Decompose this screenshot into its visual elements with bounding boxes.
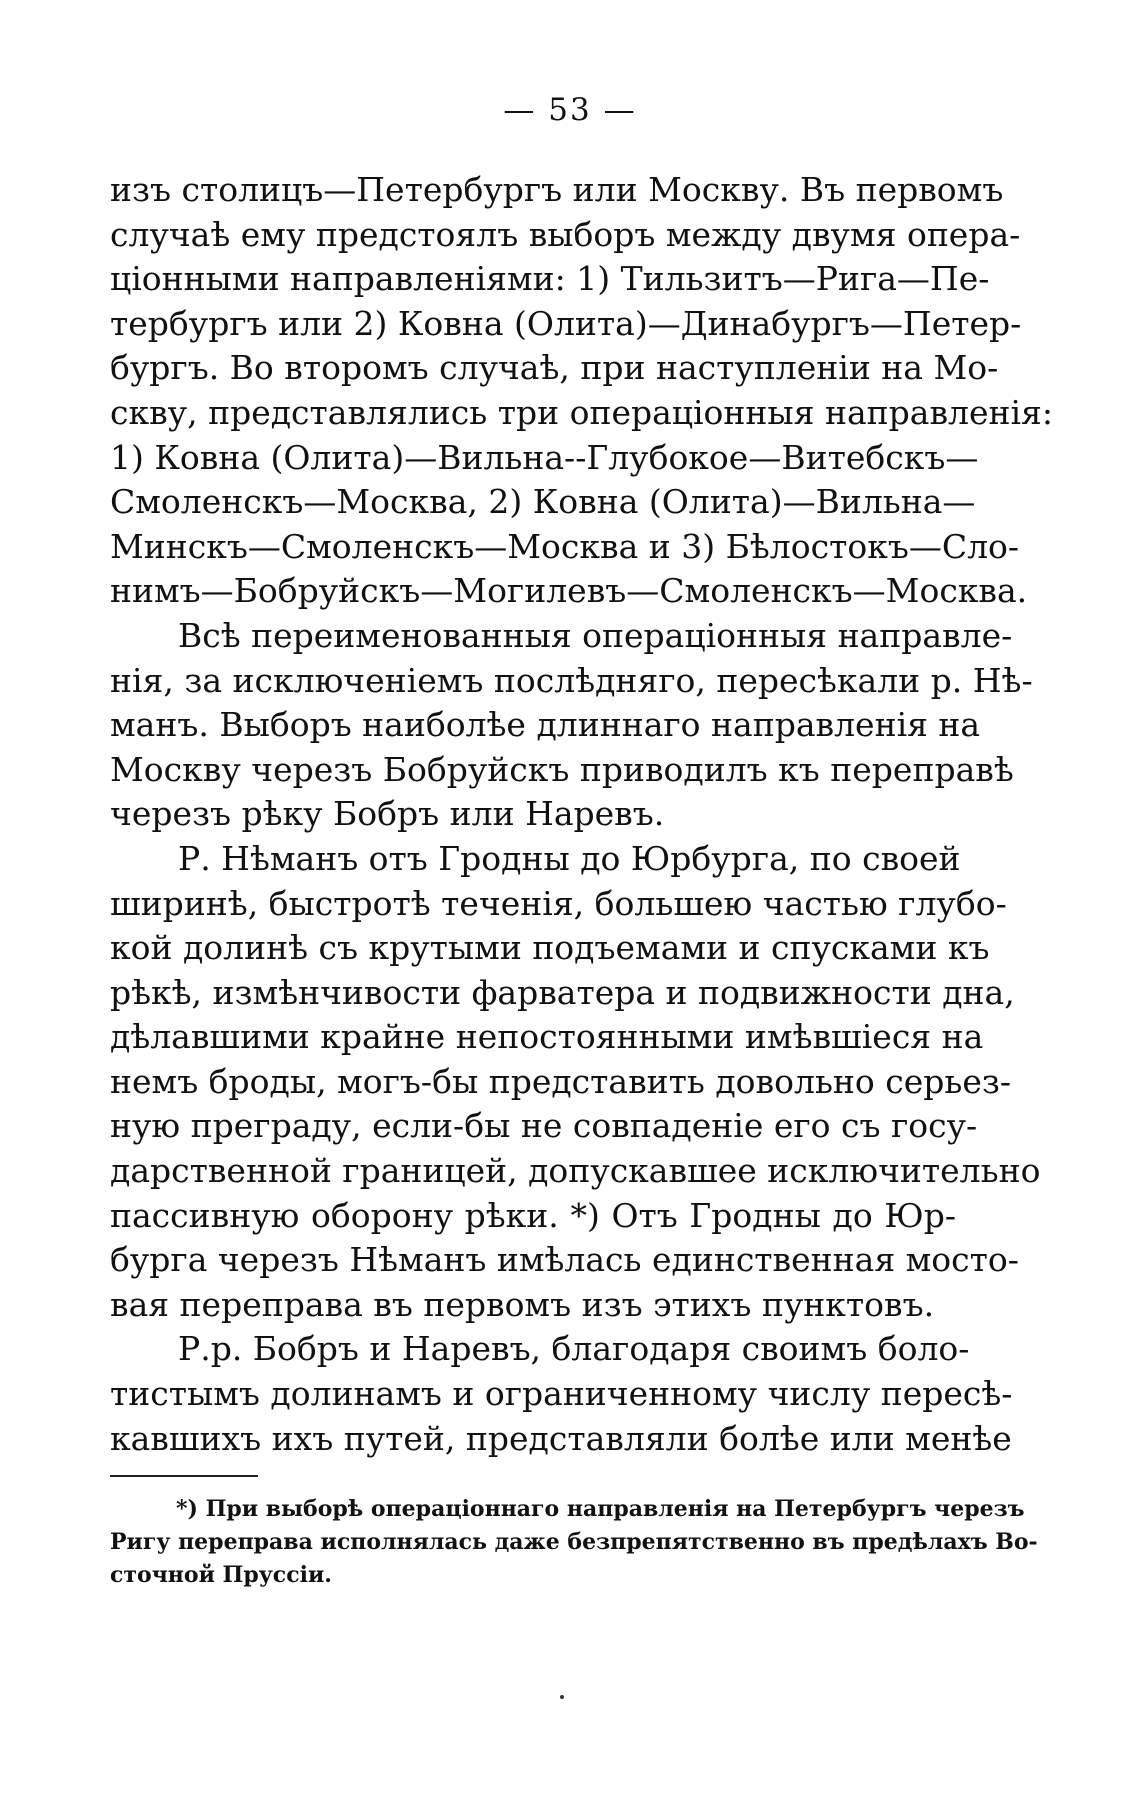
footnote-line: *) При выборѣ операціоннаго направленія на Петербургъ черезъ — [176, 1496, 1025, 1522]
text-line: Москву черезъ Бобруйскъ приводилъ къ переправѣ — [110, 749, 1014, 789]
page-number: — 53 — — [503, 92, 637, 128]
text-line: дѣлавшими крайне непостоянными имѣвшіеся на — [110, 1017, 984, 1057]
text-line: изъ столицъ—Петербургъ или Москву. Въ первомъ — [110, 170, 1004, 209]
text-line: черезъ рѣку Бобръ или Наревъ. — [110, 794, 665, 834]
text-line: Минскъ—Смоленскъ—Москва и 3) Бѣлостокъ—Сло- — [110, 526, 1020, 566]
text-line: Р.р. Бобръ и Наревъ, благодаря своимъ боло- — [178, 1329, 970, 1369]
text-line: Смоленскъ—Москва, 2) Ковна (Олита)—Вильна— — [110, 482, 976, 522]
text-line: скву, представлялись три операціонныя направленія: — [110, 392, 1053, 432]
text-line: тербургъ или 2) Ковна (Олита)—Динабургъ—Петер- — [110, 303, 1022, 343]
footnote-line: сточной Пруссіи. — [110, 1562, 332, 1588]
text-line: бургъ. Во второмъ случаѣ, при наступленіи на Мо- — [110, 348, 999, 388]
text-line: 1) Ковна (Олита)—Вильна--Глубокое—Витебскъ— — [110, 437, 979, 477]
text-line: кой долинѣ съ крутыми подъемами и спусками къ — [110, 928, 990, 968]
text-line: ширинѣ, быстротѣ теченія, большею частью глубо- — [110, 883, 1007, 923]
text-line: нимъ—Бобруйскъ—Могилевъ—Смоленскъ—Москва. — [110, 571, 1028, 611]
footnote — [110, 1493, 1038, 1592]
print-speck — [560, 1695, 564, 1699]
text-line: Всѣ переименованныя операціонныя направле- — [178, 615, 1013, 655]
body-text — [110, 168, 1053, 1461]
text-line: вая переправа въ первомъ изъ этихъ пунктовъ. — [110, 1284, 935, 1324]
text-line: рѣкѣ, измѣнчивости фарватера и подвижности дна, — [110, 972, 1015, 1012]
text-line: ную преграду, если-бы не совпаденіе его съ госу- — [110, 1106, 978, 1146]
text-line: тистымъ долинамъ и ограниченному числу пересѣ- — [110, 1374, 1013, 1414]
text-line: бурга черезъ Нѣманъ имѣлась единственная мосто- — [110, 1240, 1019, 1280]
text-line: ціонными направленіями: 1) Тильзитъ—Рига—Пе- — [110, 259, 990, 299]
footnote-line: Ригу переправа исполнялась даже безпрепятственно въ предѣлахъ Во- — [110, 1529, 1038, 1555]
text-line: кавшихъ ихъ путей, представляли болѣе или менѣе — [110, 1418, 1012, 1458]
text-line: нія, за исключеніемъ послѣдняго, пересѣкали р. Нѣ- — [110, 660, 1033, 700]
footnote-separator — [110, 1475, 258, 1477]
text-line: дарственной границей, допускавшее исключительно — [110, 1151, 1041, 1191]
text-line: пассивную оборону рѣки. *) Отъ Гродны до Юр- — [110, 1195, 956, 1235]
text-line: случаѣ ему предстоялъ выборъ между двумя опера- — [110, 214, 1021, 254]
text-line: немъ броды, могъ-бы представить довольно серьез- — [110, 1061, 1012, 1101]
text-line: Р. Нѣманъ отъ Гродны до Юрбурга, по своей — [178, 838, 961, 878]
text-line: манъ. Выборъ наиболѣе длиннаго направленія на — [110, 705, 981, 745]
